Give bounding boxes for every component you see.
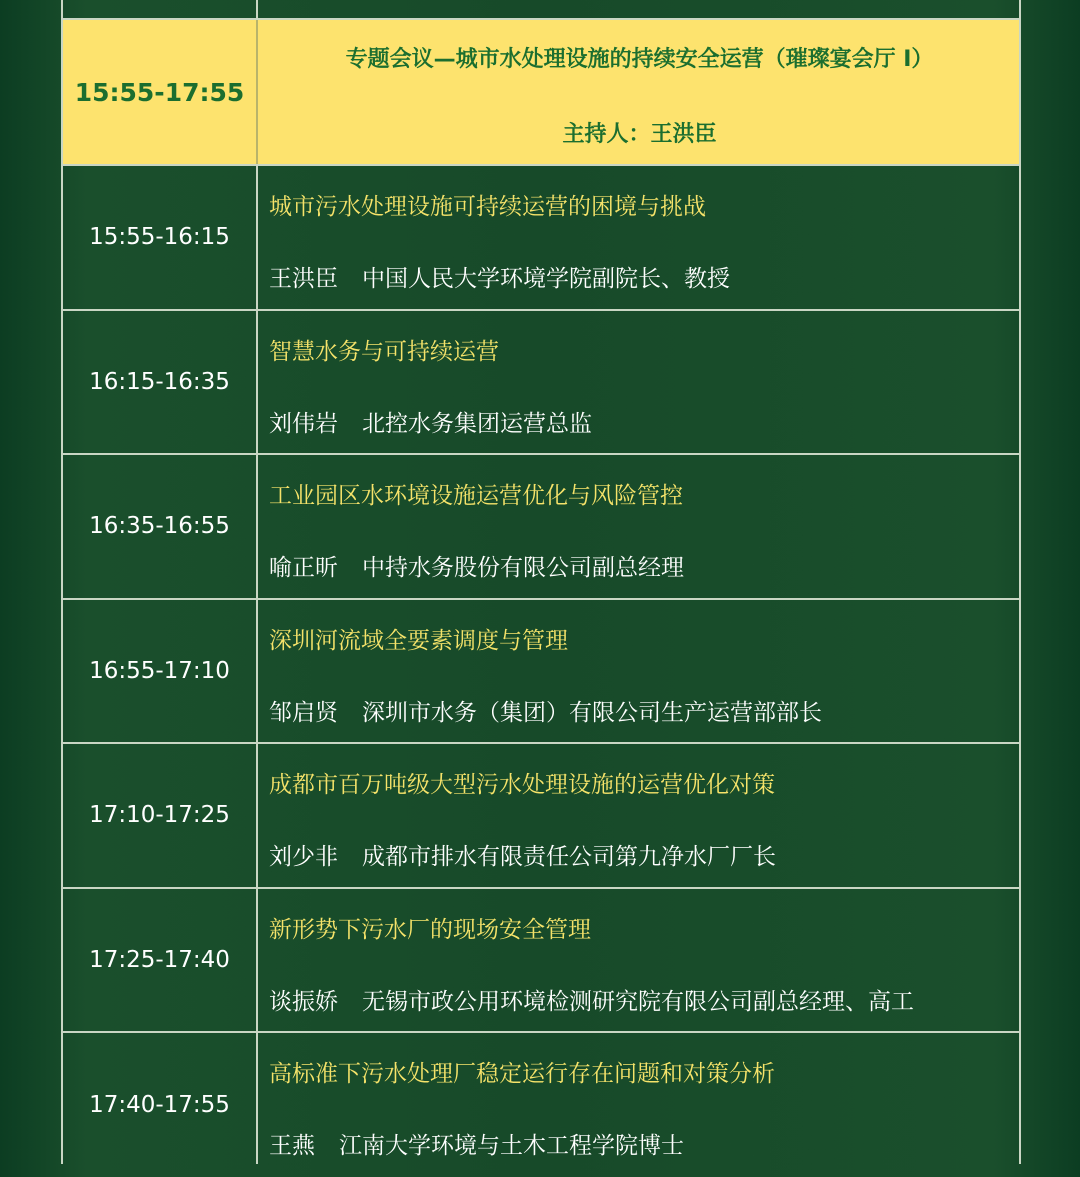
session-header-row: [63, 20, 1019, 166]
talk-speaker-line: [269, 549, 684, 582]
talk-topic: 城市污水处理设施可持续运营的困境与挑战: [269, 194, 706, 220]
agenda-table: [61, 0, 1021, 1164]
talk-topic: 工业园区水环境设施运营优化与风险管控: [269, 483, 683, 509]
talk-speaker-line: [269, 260, 730, 293]
talk-topic: 高标准下污水处理厂稳定运行存在问题和对策分析: [269, 1061, 775, 1087]
column-divider: [256, 600, 258, 743]
speaker-name: 王洪臣: [269, 266, 338, 292]
speaker-name: 喻正昕: [269, 555, 338, 581]
session-title: 专题会议—城市水处理设施的持续安全运营（璀璨宴会厅 I）: [345, 47, 934, 72]
talk-row: [63, 744, 1019, 889]
talk-speaker-line: [269, 1127, 684, 1160]
speaker-name: 邹启贤: [269, 699, 338, 726]
talk-time: 17:25-17:40: [89, 946, 230, 973]
column-divider: [256, 455, 258, 598]
session-time: 15:55-17:55: [74, 77, 245, 107]
talk-time: 17:10-17:25: [89, 802, 230, 829]
speaker-affiliation: 无锡市政公用环境检测研究院有限公司副总经理、高工: [362, 988, 914, 1015]
talk-topic: 深圳河流域全要素调度与管理: [269, 627, 568, 654]
talk-topic: 智慧水务与可持续运营: [269, 338, 499, 365]
column-divider: [256, 744, 258, 887]
talk-speaker-line: [269, 694, 822, 727]
talk-time: 16:15-16:35: [89, 368, 230, 395]
speaker-affiliation: 中国人民大学环境学院副院长、教授: [362, 266, 730, 292]
talk-row: [63, 1033, 1019, 1164]
talk-topic: 成都市百万吨级大型污水处理设施的运营优化对策: [269, 772, 775, 798]
speaker-affiliation: 成都市排水有限责任公司第九净水厂厂长: [362, 844, 776, 870]
talk-row: [63, 311, 1019, 456]
column-divider: [256, 0, 258, 20]
speaker-affiliation: 北控水务集团运营总监: [362, 410, 592, 437]
session-host: 主持人：王洪臣: [562, 122, 717, 147]
column-divider: [256, 889, 258, 1032]
talk-speaker-line: [269, 405, 592, 438]
speaker-name: 刘伟岩: [269, 410, 338, 437]
talk-row: [63, 166, 1019, 311]
speaker-affiliation: 深圳市水务（集团）有限公司生产运营部部长: [362, 699, 822, 726]
speaker-affiliation: 江南大学环境与土木工程学院博士: [339, 1133, 684, 1159]
column-divider: [256, 166, 258, 309]
speaker-name: 谈振娇: [269, 988, 338, 1015]
column-divider: [256, 1033, 258, 1164]
speaker-name: 王燕: [269, 1133, 315, 1159]
talk-speaker-line: [269, 838, 776, 871]
talk-speaker-line: [269, 983, 914, 1016]
talk-time: 16:35-16:55: [89, 513, 230, 540]
talk-row: [63, 889, 1019, 1034]
previous-row-stub: [63, 0, 1019, 20]
talk-row: [63, 600, 1019, 745]
talk-topic: 新形势下污水厂的现场安全管理: [269, 916, 591, 943]
speaker-affiliation: 中持水务股份有限公司副总经理: [362, 555, 684, 581]
talk-time: 17:40-17:55: [89, 1092, 230, 1118]
talk-time: 16:55-17:10: [89, 657, 230, 684]
speaker-name: 刘少非: [269, 844, 338, 870]
talk-time: 15:55-16:15: [89, 224, 230, 251]
talk-row: [63, 455, 1019, 600]
column-divider: [256, 311, 258, 454]
